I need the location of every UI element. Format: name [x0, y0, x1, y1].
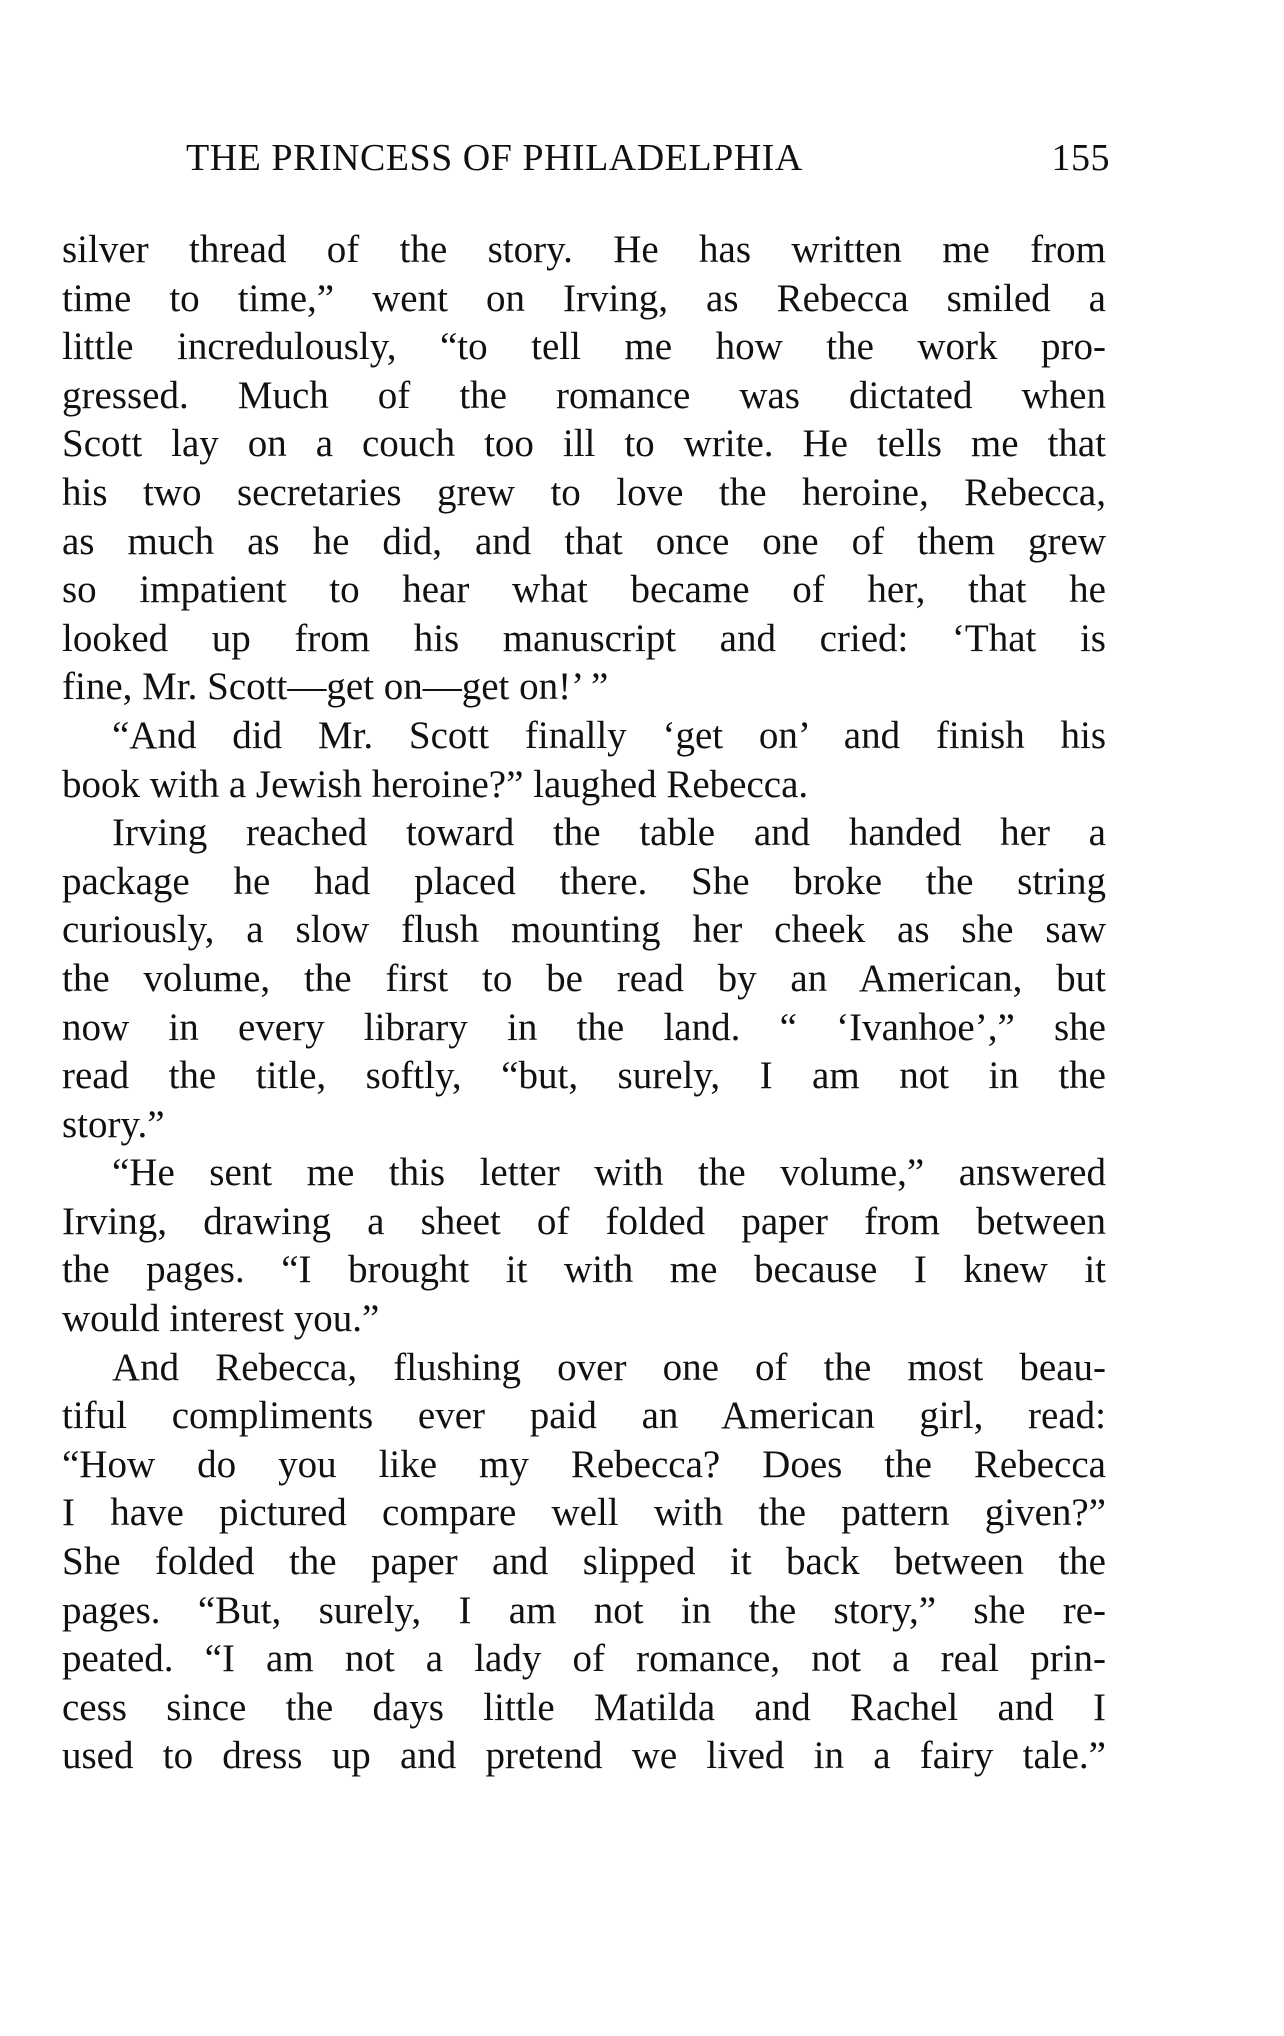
- text-line: Irving, drawing a sheet of folded paper from between: [62, 1199, 1106, 1243]
- text-line: the volume, the first to be read by an American, but: [62, 956, 1106, 1000]
- text-line: “How do you like my Rebecca? Does the Rebecca: [62, 1442, 1106, 1486]
- text-line: peated. “I am not a lady of romance, not a real prin-: [62, 1637, 1106, 1681]
- text-line: pages. “But, surely, I am not in the story,” she re-: [62, 1588, 1106, 1632]
- text-line: She folded the paper and slipped it back between the: [62, 1540, 1106, 1584]
- text-line: his two secretaries grew to love the heroine, Rebecca,: [62, 470, 1106, 514]
- text-line: so impatient to hear what became of her, that he: [62, 568, 1106, 612]
- text-line: little incredulously, “to tell me how the work pro-: [62, 325, 1106, 369]
- text-line: And Rebecca, flushing over one of the most beau-: [112, 1345, 1106, 1389]
- text-line: Scott lay on a couch too ill to write. He tells me that: [62, 422, 1106, 466]
- text-line: silver thread of the story. He has written me from: [62, 228, 1106, 271]
- text-line: book with a Jewish heroine?” laughed Rebecca.: [62, 762, 809, 806]
- page-number: 155: [1051, 137, 1110, 179]
- text-line: Irving reached toward the table and handed her a: [112, 811, 1106, 855]
- text-line: “And did Mr. Scott finally ‘get on’ and finish his: [112, 713, 1106, 757]
- text-line: time to time,” went on Irving, as Rebecca smiled a: [62, 276, 1106, 320]
- text-line: story.”: [62, 1102, 165, 1146]
- text-line: package he had placed there. She broke the string: [62, 859, 1106, 903]
- text-line: read the title, softly, “but, surely, I am not in the: [62, 1054, 1106, 1098]
- running-head: [186, 136, 1186, 186]
- text-line: tiful compliments ever paid an American girl, read:: [62, 1394, 1106, 1438]
- text-line: cess since the days little Matilda and Rachel and I: [62, 1685, 1106, 1729]
- text-line: curiously, a slow flush mounting her cheek as she saw: [62, 908, 1106, 952]
- text-line: would interest you.”: [62, 1297, 380, 1341]
- text-line: used to dress up and pretend we lived in a fairy tale.”: [62, 1734, 1106, 1778]
- text-line: I have pictured compare well with the pattern given?”: [62, 1491, 1106, 1535]
- text-line: the pages. “I brought it with me because I knew it: [62, 1248, 1106, 1292]
- text-line: now in every library in the land. “ ‘Ivanhoe’,” she: [62, 1005, 1106, 1049]
- text-line: looked up from his manuscript and cried: ‘That is: [62, 616, 1106, 660]
- text-line: “He sent me this letter with the volume,” answered: [112, 1151, 1106, 1195]
- text-line: fine, Mr. Scott—get on—get on!’ ”: [62, 665, 609, 709]
- text-line: gressed. Much of the romance was dictated when: [62, 373, 1106, 417]
- running-title: THE PRINCESS OF PHILADELPHIA: [186, 137, 803, 179]
- text-line: as much as he did, and that once one of them grew: [62, 519, 1106, 563]
- body-text: [62, 226, 1106, 1781]
